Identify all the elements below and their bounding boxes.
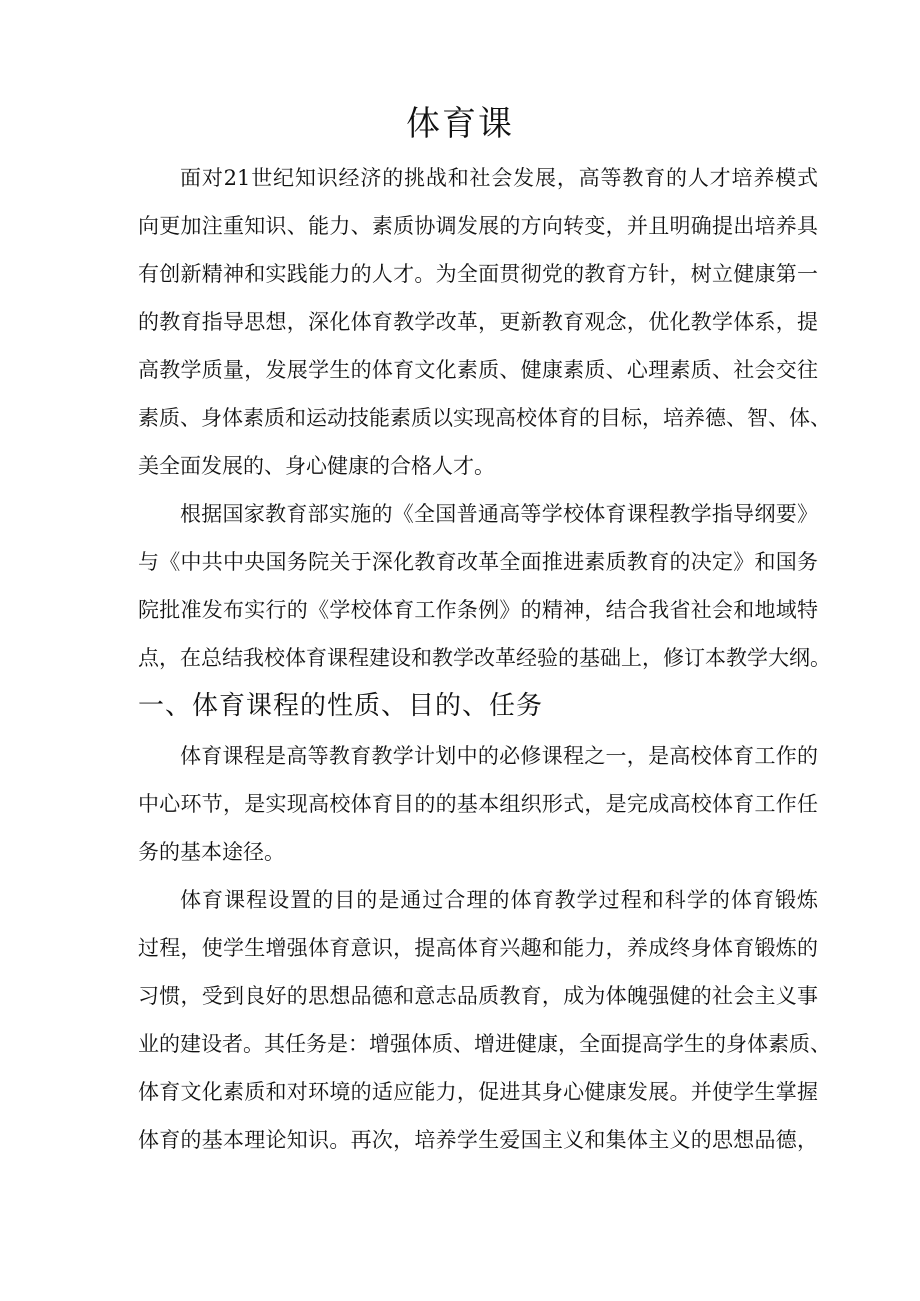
paragraph-line: 根据国家教育部实施的《全国普通高等学校体育课程教学指导纲要》 [180, 502, 818, 526]
paragraph-line: 点，在总结我校体育课程建设和教学改革经验的基础上，修订本教学大纲。 [138, 646, 831, 670]
paragraph-line: 中心环节，是实现高校体育目的的基本组织形式，是完成高校体育工作任 [138, 792, 818, 816]
paragraph-line: 体育课程是高等教育教学计划中的必修课程之一，是高校体育工作的 [180, 744, 818, 768]
paragraph-line: 业的建设者。其任务是：增强体质、增进健康，全面提高学生的身体素质、 [138, 1032, 831, 1056]
paragraph-line: 与《中共中央国务院关于深化教育改革全面推进素质教育的决定》和国务 [138, 550, 818, 574]
paragraph-line: 素质、身体素质和运动技能素质以实现高校体育的目标，培养德、智、体、 [138, 406, 831, 430]
paragraph-line: 习惯，受到良好的思想品德和意志品质教育，成为体魄强健的社会主义事 [138, 984, 818, 1008]
section-heading: 一、体育课程的性质、目的、任务 [138, 691, 544, 721]
paragraph-line: 面对21世纪知识经济的挑战和社会发展，高等教育的人才培养模式 [180, 166, 818, 190]
paragraph-line: 美全面发展的、身心健康的合格人才。 [138, 454, 495, 478]
document-title: 体育课 [406, 104, 514, 144]
paragraph-line: 体育文化素质和对环境的适应能力，促进其身心健康发展。并使学生掌握 [138, 1080, 818, 1104]
paragraph-line: 的教育指导思想，深化体育教学改革，更新教育观念，优化教学体系，提 [138, 310, 818, 334]
paragraph-line: 务的基本途径。 [138, 840, 285, 864]
paragraph-line: 高教学质量，发展学生的体育文化素质、健康素质、心理素质、社会交往 [138, 358, 818, 382]
paragraph-line: 体育课程设置的目的是通过合理的体育教学过程和科学的体育锻炼 [180, 888, 818, 912]
paragraph-line: 有创新精神和实践能力的人才。为全面贯彻党的教育方针，树立健康第一 [138, 262, 818, 286]
paragraph-line: 过程，使学生增强体育意识，提高体育兴趣和能力，养成终身体育锻炼的 [138, 936, 818, 960]
paragraph-line: 向更加注重知识、能力、素质协调发展的方向转变，并且明确提出培养具 [138, 214, 818, 238]
paragraph-line: 院批准发布实行的《学校体育工作条例》的精神，结合我省社会和地域特 [138, 598, 818, 622]
paragraph-line: 体育的基本理论知识。再次，培养学生爱国主义和集体主义的思想品德， [138, 1128, 818, 1152]
